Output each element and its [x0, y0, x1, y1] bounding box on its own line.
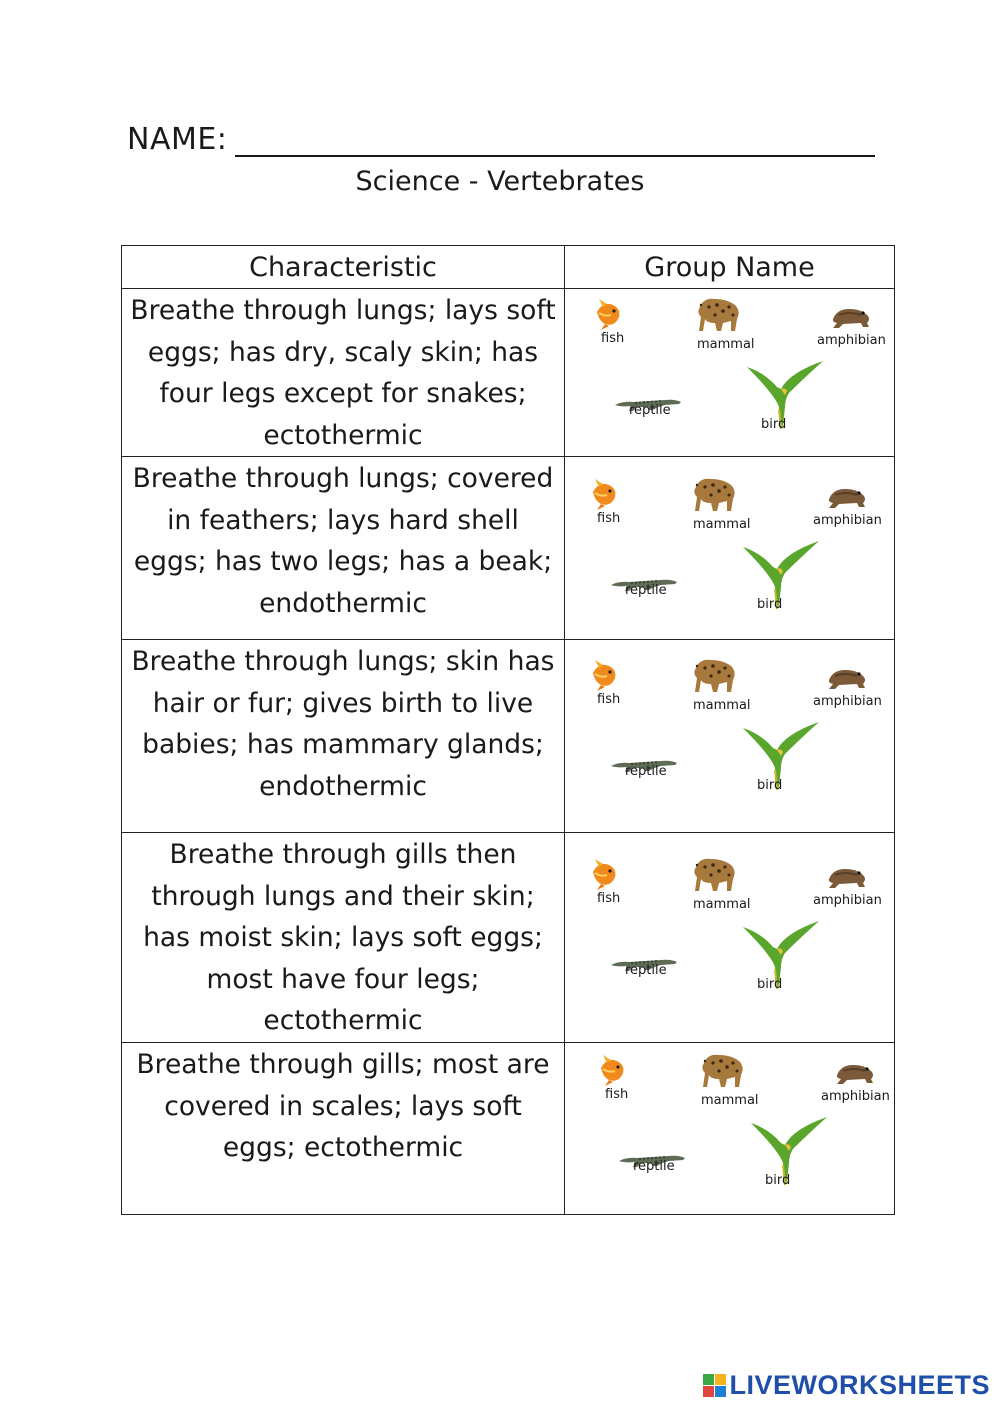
- option-amphibian[interactable]: [813, 664, 882, 709]
- option-label: amphibian: [821, 1089, 890, 1104]
- characteristic-cell: Breathe through gills; most are covered in scales; lays soft eggs; ectothermic: [122, 1043, 565, 1215]
- characteristic-cell: Breathe through gills then through lungs and their skin; has moist skin; lays soft eggs; most have four legs; ectothermic: [122, 833, 565, 1043]
- logo-grid-icon: [703, 1374, 726, 1397]
- group-options-cell: [565, 833, 895, 1043]
- option-label: mammal: [693, 698, 751, 713]
- option-fish[interactable]: [597, 1053, 631, 1102]
- option-fish[interactable]: [589, 857, 623, 906]
- option-mammal[interactable]: [689, 654, 751, 713]
- column-header-group-name: Group Name: [565, 246, 895, 289]
- table-row: [122, 833, 895, 1043]
- option-label: bird: [757, 597, 783, 612]
- option-label: mammal: [693, 897, 751, 912]
- option-label: amphibian: [813, 694, 882, 709]
- option-reptile[interactable]: [613, 393, 683, 417]
- option-label: fish: [601, 331, 625, 346]
- amphibian-icon: [825, 874, 869, 893]
- option-reptile[interactable]: [609, 573, 679, 597]
- vertebrates-table: [121, 245, 895, 1215]
- option-reptile[interactable]: [617, 1149, 687, 1173]
- option-label: bird: [757, 778, 783, 793]
- amphibian-icon: [825, 675, 869, 694]
- column-header-characteristic: Characteristic: [122, 246, 565, 289]
- option-mammal[interactable]: [689, 473, 751, 532]
- option-label: mammal: [701, 1093, 759, 1108]
- table-row: [122, 640, 895, 833]
- option-label: amphibian: [813, 893, 882, 908]
- group-options-cell: [565, 1043, 895, 1215]
- group-options-cell: [565, 457, 895, 640]
- option-label: amphibian: [817, 333, 886, 348]
- option-fish[interactable]: [589, 477, 623, 526]
- mammal-icon: [697, 1074, 747, 1093]
- option-label: mammal: [693, 517, 751, 532]
- liveworksheets-logo: [703, 1370, 990, 1401]
- table-header-row: [122, 246, 895, 289]
- option-label: reptile: [629, 403, 671, 418]
- characteristic-cell: Breathe through lungs; skin has hair or fur; gives birth to live babies; has mammary glands; endothermic: [122, 640, 565, 833]
- characteristic-cell: Breathe through lungs; lays soft eggs; has dry, scaly skin; has four legs except for snakes; ectothermic: [122, 289, 565, 457]
- option-label: fish: [597, 891, 621, 906]
- group-options-cell: [565, 640, 895, 833]
- group-options-cell: [565, 289, 895, 457]
- amphibian-icon: [825, 494, 869, 513]
- option-mammal[interactable]: [697, 1049, 759, 1108]
- option-amphibian[interactable]: [821, 1059, 890, 1104]
- option-bird[interactable]: [741, 539, 821, 615]
- worksheet-title: Science - Vertebrates: [355, 166, 645, 197]
- option-reptile[interactable]: [609, 754, 679, 778]
- option-fish[interactable]: [593, 297, 627, 346]
- name-label: NAME:: [127, 122, 228, 157]
- option-label: reptile: [633, 1159, 675, 1174]
- amphibian-icon: [829, 314, 873, 333]
- option-bird[interactable]: [749, 1115, 829, 1191]
- option-amphibian[interactable]: [813, 483, 882, 528]
- option-label: reptile: [625, 583, 667, 598]
- option-mammal[interactable]: [693, 293, 755, 352]
- table-row: [122, 289, 895, 457]
- table-row: [122, 457, 895, 640]
- characteristic-cell: Breathe through lungs; covered in feathers; lays hard shell eggs; has two legs; has a beak; endothermic: [122, 457, 565, 640]
- option-fish[interactable]: [589, 658, 623, 707]
- option-reptile[interactable]: [609, 953, 679, 977]
- option-bird[interactable]: [745, 359, 825, 435]
- mammal-icon: [689, 878, 739, 897]
- option-label: mammal: [697, 337, 755, 352]
- option-amphibian[interactable]: [817, 303, 886, 348]
- option-label: bird: [765, 1173, 791, 1188]
- logo-text: LIVEWORKSHEETS: [729, 1370, 990, 1400]
- option-bird[interactable]: [741, 919, 821, 995]
- option-label: fish: [597, 692, 621, 707]
- mammal-icon: [689, 679, 739, 698]
- option-label: bird: [757, 977, 783, 992]
- mammal-icon: [689, 498, 739, 517]
- table-row: [122, 1043, 895, 1215]
- amphibian-icon: [833, 1070, 877, 1089]
- option-label: fish: [605, 1087, 629, 1102]
- option-amphibian[interactable]: [813, 863, 882, 908]
- option-label: fish: [597, 511, 621, 526]
- option-label: bird: [761, 417, 787, 432]
- mammal-icon: [693, 318, 743, 337]
- option-mammal[interactable]: [689, 853, 751, 912]
- option-bird[interactable]: [741, 720, 821, 796]
- name-blank-line: [235, 129, 875, 157]
- option-label: reptile: [625, 764, 667, 779]
- name-field: [127, 122, 875, 157]
- option-label: reptile: [625, 963, 667, 978]
- option-label: amphibian: [813, 513, 882, 528]
